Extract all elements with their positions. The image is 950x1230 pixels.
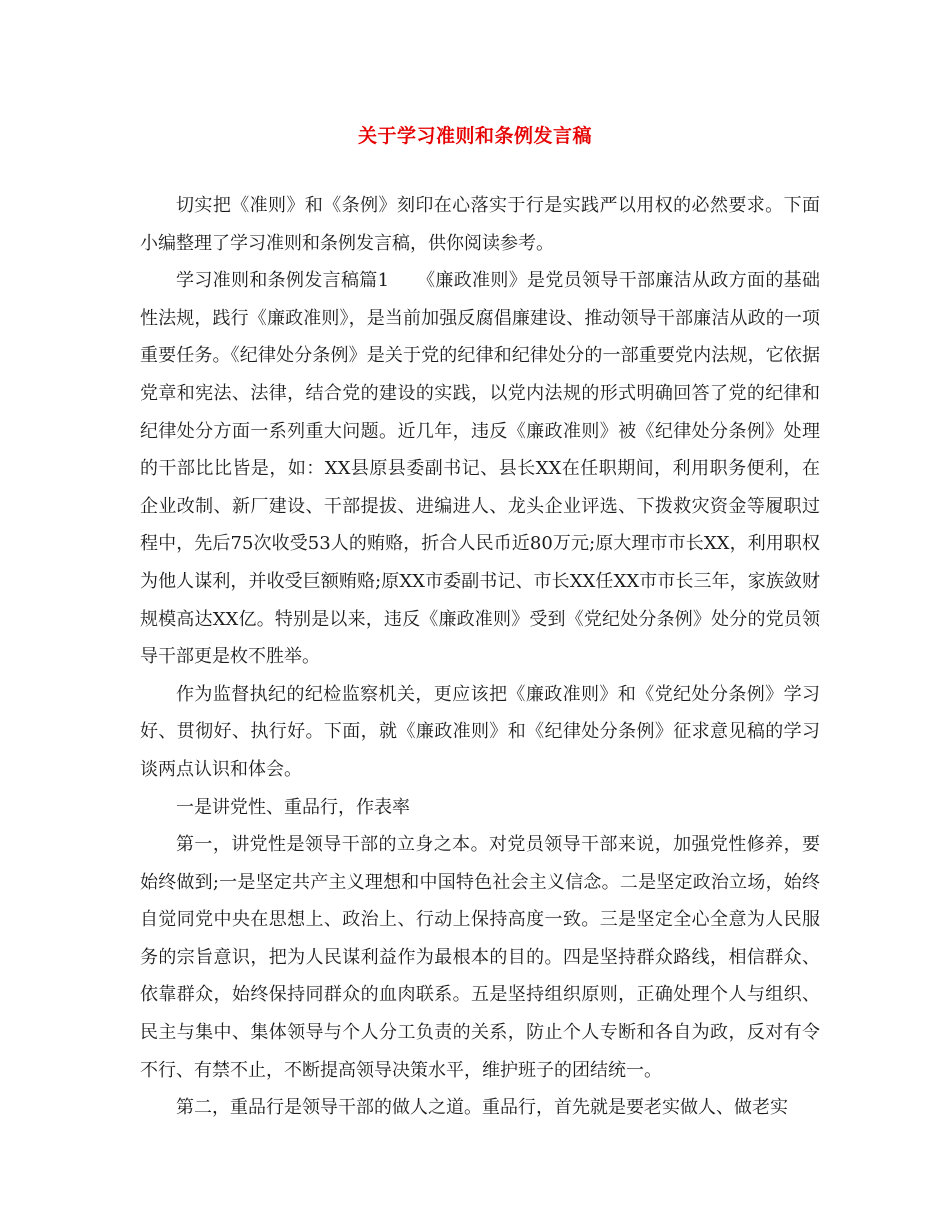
paragraph-intro: 切实把《准则》和《条例》刻印在心落实于行是实践严以用权的必然要求。下面小编整理了学习准则和条例发言稿，供你阅读参考。	[140, 195, 820, 254]
document-title: 关于学习准则和条例发言稿	[357, 125, 592, 147]
paragraph-supervision: 作为监督执纪的纪检监察机关，更应该把《廉政准则》和《党纪处分条例》学习好、贯彻好、执行好。下面，就《廉政准则》和《纪律处分条例》征求意见稿的学习谈两点认识和体会。	[140, 683, 820, 780]
paragraph-second-point: 第二，重品行是领导干部的做人之道。重品行，首先就是要老实做人、做老实	[176, 1097, 788, 1119]
paragraph-section-1: 学习准则和条例发言稿篇1 《廉政准则》是党员领导干部廉洁从政方面的基础性法规，践行《廉政准则》，是当前加强反腐倡廉建设、推动领导干部廉洁从政的一项重要任务。《纪律处分条例》是关于党的纪律和纪律处分的一部重要党内法规，它依据党章和宪法、法律，结合党的建设的实践，以党内法规的形式明确回答了党的纪律和纪律处分方面一系列重大问题。近几年，违反《廉政准则》被《纪律处分条例》处理的干部比比皆是，如：XX县原县委副书记、县长XX在任职期间，利用职务便利，在企业改制、新厂建设、干部提拔、进编进人、龙头企业评选、下拨救灾资金等履职过程中，先后75次收受53人的贿赂，折合人民币近80万元;原大理市市长XX，利用职权为他人谋利，并收受巨额贿赂;原XX市委副书记、市长XX任XX市市长三年，家族敛财规模高达XX亿。特别是以来，违反《廉政准则》受到《党纪处分条例》处分的党员领导干部更是枚不胜举。	[140, 270, 820, 668]
paragraph-first-point: 第一，讲党性是领导干部的立身之本。对党员领导干部来说，加强党性修养，要始终做到;一是坚定共产主义理想和中国特色社会主义信念。二是坚定政治立场，始终自觉同党中央在思想上、政治上、行动上保持高度一致。三是坚定全心全意为人民服务的宗旨意识，把为人民谋利益作为最根本的目的。四是坚持群众路线，相信群众、依靠群众，始终保持同群众的血肉联系。五是坚持组织原则，正确处理个人与组织、民主与集中、集体领导与个人分工负责的关系，防止个人专断和各自为政，反对有令不行、有禁不止，不断提高领导决策水平，维护班子的团结统一。	[140, 834, 820, 1081]
document-body	[140, 187, 820, 1127]
paragraph-heading-1: 一是讲党性、重品行，作表率	[176, 796, 410, 818]
